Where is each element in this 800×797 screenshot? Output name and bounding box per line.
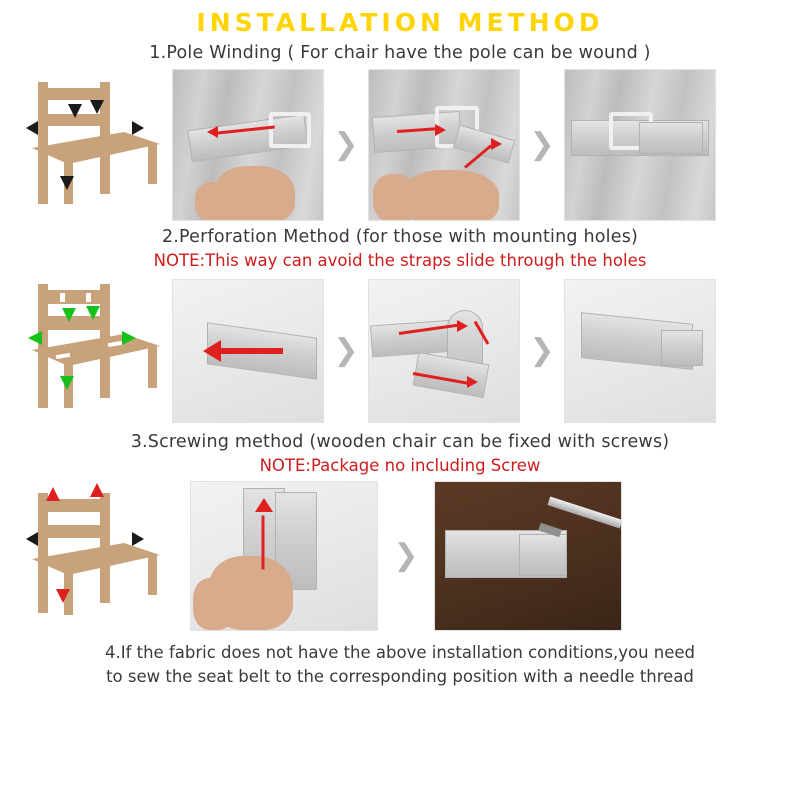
step-2-heading: 2.Perforation Method (for those with mounting holes) (161, 227, 639, 247)
step-1-photo-1 (172, 69, 324, 221)
step-3-chair-diagram (12, 481, 172, 631)
footer-text (0, 641, 800, 689)
step-1-separator-1: ❯ (333, 127, 359, 162)
chair-illustration-red-arrows (12, 481, 172, 631)
step-3-photo-1 (190, 481, 378, 631)
step-3-row (0, 481, 800, 631)
step-1-row (0, 69, 800, 221)
step-3-separator-1: ❯ (393, 538, 419, 573)
step-2-separator-1: ❯ (333, 333, 359, 368)
chair-illustration-black-arrows (12, 70, 172, 220)
step-1-photo-2 (368, 69, 520, 221)
page-title: INSTALLATION METHOD (196, 8, 604, 37)
step-1-separator-2: ❯ (529, 127, 555, 162)
footer-line-2: to sew the seat belt to the corresponding position with a needle thread (106, 666, 694, 686)
step-2-row (0, 276, 800, 426)
step-2-note: NOTE:This way can avoid the straps slide through the holes (153, 251, 647, 270)
step-3-note: NOTE:Package no including Screw (259, 456, 541, 475)
step-1-heading: 1.Pole Winding ( For chair have the pole can be wound ) (149, 43, 651, 63)
step-2-separator-2: ❯ (529, 333, 555, 368)
step-2-chair-diagram (12, 276, 172, 426)
step-1-photo-3 (564, 69, 716, 221)
step-3-heading: 3.Screwing method (wooden chair can be fixed with screws) (130, 432, 670, 452)
step-2-photo-1 (172, 279, 324, 423)
step-3-photo-2 (434, 481, 622, 631)
step-1-chair-diagram (12, 70, 172, 220)
footer-line-1: 4.If the fabric does not have the above installation conditions,you need (104, 643, 696, 662)
chair-illustration-green-arrows (12, 276, 172, 426)
step-2-photo-3 (564, 279, 716, 423)
step-2-photo-2 (368, 279, 520, 423)
